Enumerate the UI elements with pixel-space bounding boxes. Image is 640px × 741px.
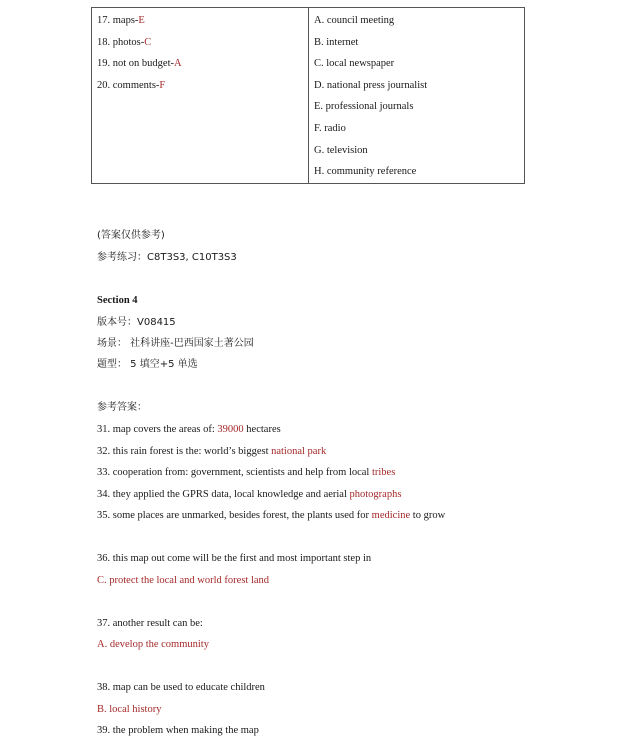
option-h: H. community reference xyxy=(314,166,417,178)
answer-37: A. develop the community xyxy=(97,639,209,650)
question-type-line: 题型： 5 填空+5 单选 xyxy=(97,359,198,370)
question-36: 36. this map out come will be the first and most important step in xyxy=(97,553,372,564)
answer-20: F xyxy=(159,79,166,91)
option-f: F. radio xyxy=(314,122,346,134)
reference-note: (答案仅供参考) xyxy=(97,230,165,241)
option-a: A. council meeting xyxy=(314,15,395,26)
option-g: G. television xyxy=(314,144,368,156)
question-39: 39. the problem when making the map xyxy=(97,725,259,736)
answer-18: C xyxy=(144,36,152,48)
answer-34: 34. they applied the GPRS data, local knowledge and aerial photographs xyxy=(97,489,402,500)
question-37: 37. another result can be: xyxy=(97,618,203,629)
answer-19: A xyxy=(174,58,182,70)
practice-reference: 参考练习：C8T3S3, C10T3S3 xyxy=(97,252,237,263)
question-18: 18. photos-C xyxy=(97,36,152,48)
option-d: D. national press journalist xyxy=(314,79,428,91)
section-title: Section 4 xyxy=(97,295,138,306)
version-number: 版本号：V08415 xyxy=(97,317,176,328)
matching-options-cell xyxy=(309,8,525,184)
question-19: 19. not on budget-A xyxy=(97,58,182,70)
answer-32: 32. this rain forest is the: world’s biggest national park xyxy=(97,446,327,457)
matching-questions-cell xyxy=(92,8,309,184)
option-b: B. internet xyxy=(314,36,359,48)
question-38: 38. map can be used to educate children xyxy=(97,682,265,693)
answer-38: B. local history xyxy=(97,704,162,715)
question-20: 20. comments-F xyxy=(97,79,166,91)
answer-33: 33. cooperation from: government, scientists and help from local tribes xyxy=(97,467,396,478)
answers-label: 参考答案： xyxy=(97,402,147,413)
answer-36: C. protect the local and world forest land xyxy=(97,575,270,586)
answer-35: 35. some places are unmarked, besides forest, the plants used for medicine to grow xyxy=(97,510,446,521)
answer-17: E xyxy=(138,15,145,26)
question-17: 17. maps-E xyxy=(97,15,145,26)
option-e: E. professional journals xyxy=(314,101,414,113)
scene-line: 场景： 社科讲座-巴西国家土著公园 xyxy=(97,338,254,349)
answer-31: 31. map covers the areas of: 39000 hectares xyxy=(97,424,281,435)
option-c: C. local newspaper xyxy=(314,58,395,70)
matching-table xyxy=(91,7,525,184)
